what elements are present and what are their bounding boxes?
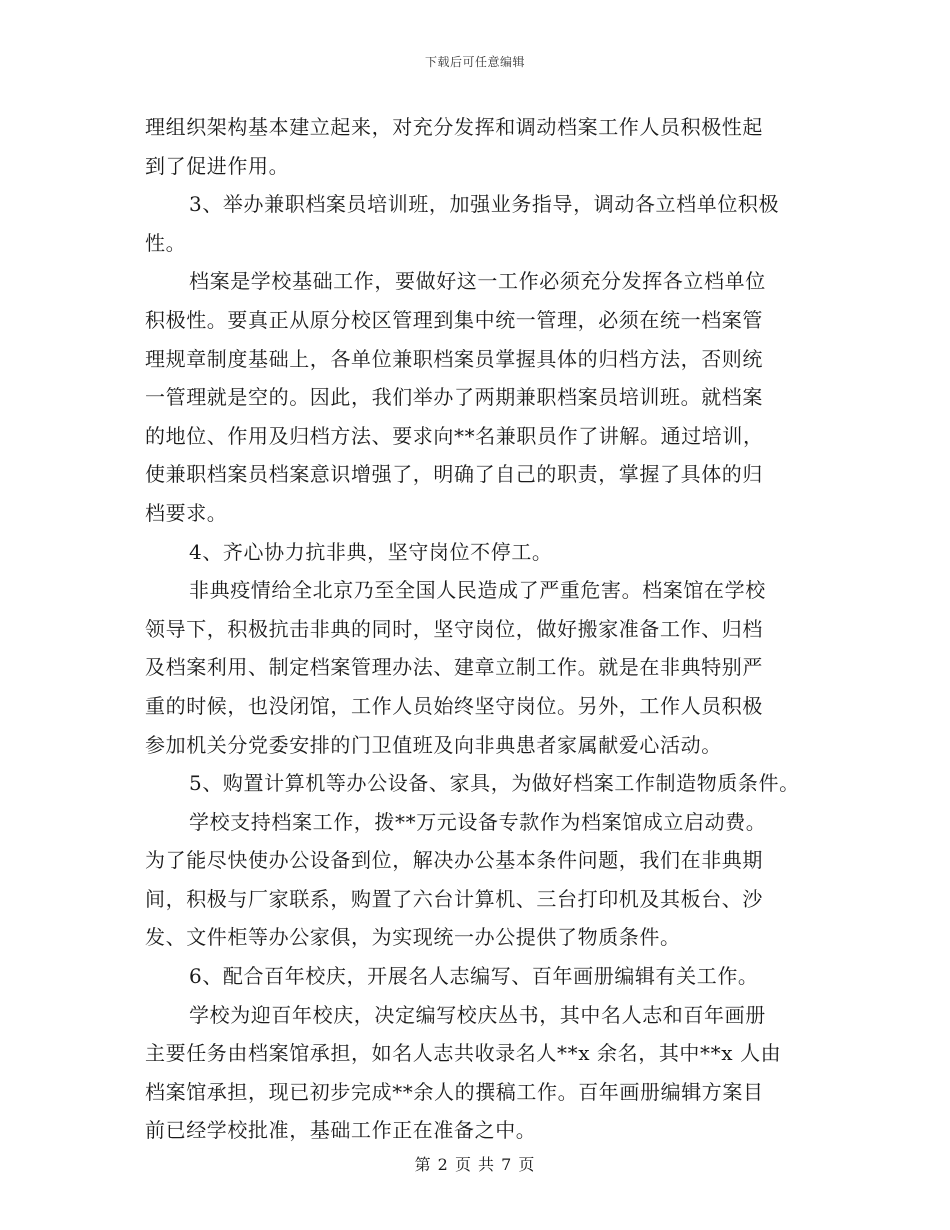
text-line: 及档案利用、制定档案管理办法、建章立制工作。就是在非典特别严 [145, 655, 763, 680]
text-line: 学校支持档案工作，拨**万元设备专款作为档案馆成立启动费。 [189, 809, 767, 834]
page-footer: 第 2 页 共 7 页 [414, 1155, 536, 1174]
text-line: 间，积极与厂家联系，购置了六台计算机、三台打印机及其板台、沙 [145, 886, 763, 911]
text-line: 6、配合百年校庆，开展名人志编写、百年画册编辑有关工作。 [189, 964, 759, 989]
text-line: 重的时候，也没闭馆，工作人员始终坚守岗位。另外，工作人员积极 [145, 693, 763, 718]
text-line: 积极性。要真正从原分校区管理到集中统一管理，必须在统一档案管 [145, 307, 763, 332]
text-line: 到了促进作用。 [145, 153, 290, 178]
text-line: 理组织架构基本建立起来，对充分发挥和调动档案工作人员积极性起 [145, 115, 763, 139]
text-line: 发、文件柜等办公家俱，为实现统一办公提供了物质条件。 [145, 925, 681, 950]
text-line: 性。 [145, 230, 187, 255]
text-line: 档案是学校基础工作，要做好这一工作必须充分发挥各立档单位 [189, 269, 766, 294]
page-header: 下载后可任意编辑 [424, 55, 525, 69]
text-line: 档要求。 [145, 500, 228, 525]
text-line: 的地位、作用及归档方法、要求向**名兼职员作了讲解。通过培训， [145, 423, 764, 448]
text-line: 档案馆承担，现已初步完成**余人的撰稿工作。百年画册编辑方案目 [145, 1079, 764, 1104]
text-line: 前已经学校批准，基础工作正在准备之中。 [145, 1118, 537, 1143]
text-line: 非典疫情给全北京乃至全国人民造成了严重危害。档案馆在学校 [189, 578, 766, 603]
text-line: 4、齐心协力抗非典，坚守岗位不停工。 [189, 539, 553, 564]
text-line: 学校为迎百年校庆，决定编写校庆丛书，其中名人志和百年画册 [189, 1002, 766, 1027]
text-line: 为了能尽快使办公设备到位，解决办公基本条件问题，我们在非典期 [145, 848, 763, 873]
text-line: 理规章制度基础上，各单位兼职档案员掌握具体的归档方法，否则统 [145, 346, 763, 371]
text-line: 3、举办兼职档案员培训班，加强业务指导，调动各立档单位积极 [189, 192, 780, 217]
text-line: 参加机关分党委安排的门卫值班及向非典患者家属献爱心活动。 [145, 732, 722, 757]
text-line: 使兼职档案员档案意识增强了，明确了自己的职责，掌握了具体的归 [145, 462, 763, 487]
text-line: 5、购置计算机等办公设备、家具，为做好档案工作制造物质条件。 [189, 771, 800, 796]
document-body [145, 108, 825, 1150]
text-line: 主要任务由档案馆承担，如名人志共收录名人**x 余名，其中**x 人由 [145, 1041, 782, 1066]
text-line: 领导下，积极抗击非典的同时，坚守岗位，做好搬家准备工作、归档 [145, 616, 763, 641]
text-line: 一管理就是空的。因此，我们举办了两期兼职档案员培训班。就档案 [145, 385, 763, 410]
